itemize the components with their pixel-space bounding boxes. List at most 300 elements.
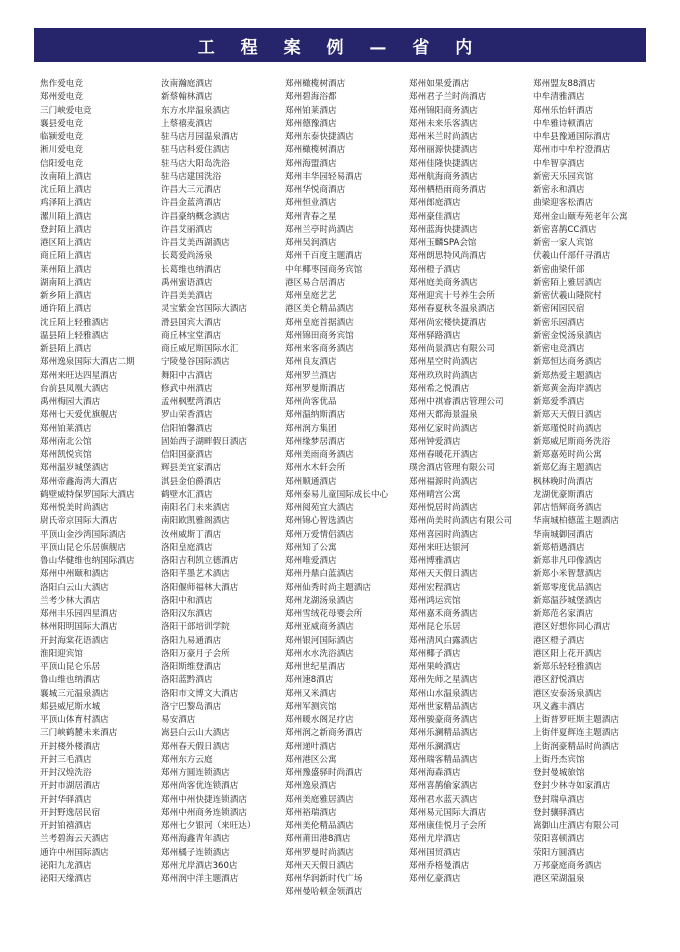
- list-item: 新密闲园民宿: [533, 304, 585, 315]
- list-item: 新郑非凡印像酒店: [533, 556, 602, 566]
- list-item: 洛阳蓝黔酒店: [161, 675, 213, 686]
- list-item: 郑州来旺达银河: [409, 542, 470, 553]
- list-item: 郑州天天假日酒店: [409, 569, 478, 580]
- list-item: 郑州迎宾十号养生会所: [409, 291, 495, 301]
- list-item: 许昌艾丽酒店: [161, 224, 213, 235]
- list-item: 商丘林宝堂酒店: [161, 330, 222, 341]
- list-item: 郑州尚宏楼快捷酒店: [409, 317, 487, 328]
- list-item: 许昌金蓝湾酒店: [161, 198, 222, 209]
- list-item: 郑州玉麟SPA会馆: [409, 238, 477, 248]
- list-item: 汝南陌上酒店: [40, 171, 92, 182]
- list-item: 港区安泰汤泉酒店: [533, 688, 602, 699]
- list-item: 郑州豪佳酒店: [409, 211, 461, 222]
- list-item: 湖南陌上酒店: [40, 277, 92, 288]
- list-item: 洛阳市文博文大酒店: [161, 688, 239, 699]
- list-item: 郑州悦美时尚酒店: [40, 503, 109, 513]
- list-item: 郑州米兰时尚酒店: [409, 132, 478, 142]
- list-item: 襄县爱电竞: [40, 118, 83, 129]
- list-item: 郑州恒业酒店: [285, 198, 337, 209]
- list-item: 洛阳中和酒店: [161, 595, 213, 606]
- list-item: 开封市湖居酒店: [40, 781, 101, 792]
- list-item: 驻马店建国洗浴: [161, 171, 222, 182]
- list-item: 郑州航海商务酒店: [409, 171, 478, 182]
- list-item: 荥阳喜顿酒店: [533, 834, 585, 845]
- list-item: 平顶山体育村酒店: [40, 715, 109, 725]
- list-item: 郑州尚客优连锁酒店: [161, 781, 239, 792]
- list-item: 万邦豪庭商务酒店: [533, 860, 602, 871]
- list-item: 郑州顺通酒店: [285, 476, 337, 487]
- list-item: 郑州郎庭酒店: [409, 198, 461, 209]
- list-item: 新郑乐轻轻雅酒店: [533, 662, 602, 672]
- list-item: 郑州山水温泉酒店: [409, 688, 478, 699]
- list-item: 郑州递叶酒店: [285, 741, 337, 752]
- list-item: 郑州椰子酒店: [409, 648, 461, 659]
- list-item: 登封曼城旅馆: [533, 768, 585, 778]
- list-item: 郑州碧海浴都: [285, 92, 337, 103]
- list-item: 新郑梧遇酒店: [533, 542, 585, 553]
- list-item: 枫林晚时尚酒店: [533, 476, 594, 487]
- list-item: 兰考碧海云天酒店: [40, 834, 109, 845]
- list-item: 港区橙子酒店: [533, 635, 585, 646]
- list-item: 郑州易元国际大酒店: [409, 807, 487, 818]
- list-item: 新密曲梁仟部: [533, 264, 585, 275]
- list-item: 郑州天都海景温泉: [409, 410, 478, 421]
- list-item: 郑州海鑫青年酒店: [161, 834, 230, 845]
- list-item: 许昌豪纳概念酒店: [161, 211, 230, 222]
- list-item: 郭店悟辉商务酒店: [533, 503, 602, 513]
- list-item: 郑州金山颐寿苑老年公寓: [533, 211, 628, 222]
- list-item: 固始西子湖畔假日酒店: [161, 436, 247, 447]
- list-item: 兰考少林大酒店: [40, 595, 101, 606]
- list-item: 驻马店大阳岛洗浴: [161, 158, 230, 169]
- list-item: 郑州银河国际酒店: [285, 635, 354, 646]
- list-item: 东方水岸温泉酒店: [161, 105, 230, 116]
- list-item: 新郑亿海主题酒店: [533, 463, 602, 474]
- list-item: 新郑瑾悦时尚酒店: [533, 423, 602, 434]
- list-item: 郑州知了公寓: [285, 542, 337, 553]
- list-item: 新县陌上酒店: [40, 344, 92, 354]
- list-item: 上街伴夏辉连主题酒店: [533, 728, 619, 739]
- list-item: 郑州乐澜酒店: [409, 741, 461, 752]
- list-item: 港区荣湖温泉: [533, 874, 585, 884]
- list-item: 莱州陌上酒店: [40, 264, 92, 275]
- list-item: 郑州盟友88酒店: [533, 79, 596, 89]
- list-item: 曲梁迎客松酒店: [533, 198, 594, 209]
- list-item: 洛宁巴黎岛酒店: [161, 701, 222, 712]
- list-item: 洛阳万豪月子会所: [161, 648, 230, 659]
- list-item: 郑州润方集团: [285, 423, 337, 434]
- list-item: 上蔡禧麦酒店: [161, 118, 213, 129]
- list-item: 郑州橙子酒店: [409, 264, 461, 275]
- column-3: [285, 78, 411, 900]
- list-item: 郑州皇庭首据酒店: [285, 317, 354, 328]
- list-item: 汝南瀚庭酒店: [161, 79, 213, 89]
- list-item: 新郑黄金海岸酒店: [533, 383, 602, 394]
- list-item: 新郑威尼斯商务洗浴: [533, 436, 611, 447]
- list-item: 三门峡爱电竞: [40, 105, 92, 116]
- list-item: 中牟雅诗顿酒店: [533, 118, 594, 129]
- list-item: 郑州亚威商务酒店: [285, 622, 354, 633]
- list-item: 郑州缘梦居酒店: [285, 436, 346, 447]
- list-item: 郑州豫盛驿时尚酒店: [285, 768, 363, 778]
- list-item: 郑州朗思特风尚酒店: [409, 251, 487, 262]
- list-item: 郑州良友酒店: [285, 357, 337, 368]
- list-item: 新郑恒达商务酒店: [533, 357, 602, 368]
- list-item: 许昌艾美西湖酒店: [161, 238, 230, 248]
- list-item: 沈丘陌上酒店: [40, 185, 92, 195]
- list-item: 璞舍酒店管理有限公司: [409, 463, 495, 474]
- list-item: 长葛维也纳酒店: [161, 264, 222, 275]
- list-item: 郑州爱电竞: [40, 92, 83, 103]
- list-item: 郑州亿家时尚酒店: [409, 423, 478, 434]
- list-item: 新郑零度优品酒店: [533, 582, 602, 593]
- list-item: 郑州七夕银河（来旺达）: [161, 821, 256, 831]
- list-item: 中年椰枣园商务宾馆: [285, 264, 363, 275]
- list-item: 辉县美宜家酒店: [161, 463, 222, 474]
- list-item: 郑州泰易儿童国际成长中心: [285, 489, 389, 500]
- list-item: 新蔡翰林酒店: [161, 92, 213, 103]
- list-item: 郑州栖梧雨商务酒店: [409, 185, 487, 195]
- list-item: 郑州市中牟柠澄酒店: [533, 145, 611, 156]
- list-item: 鹤壁威特保罗国际大酒店: [40, 489, 135, 500]
- list-item: 郑州美雨商务酒店: [285, 450, 354, 460]
- list-item: 龙湖优豪斯酒店: [533, 489, 594, 500]
- list-item: 郑州玖玖时尚酒店: [409, 370, 478, 381]
- list-item: 郑州阅苑宜大酒店: [285, 503, 354, 513]
- list-item: 台前县凤凰大酒店: [40, 383, 109, 394]
- list-item: 郑州莆田港8酒店: [285, 834, 351, 845]
- list-item: 新密一家人宾馆: [533, 238, 594, 248]
- list-item: 泌阳天缘酒店: [40, 874, 92, 884]
- list-item: 郑州锦田商务宾馆: [285, 330, 354, 341]
- list-item: 温县陌上轻雅酒店: [40, 330, 109, 341]
- list-item: 郑州润之新商务酒店: [285, 728, 363, 739]
- list-item: 郑州军测宾馆: [285, 701, 337, 712]
- list-item: 淮阳迎宾馆: [40, 648, 83, 659]
- list-item: 郑州水木轩会所: [285, 463, 346, 474]
- list-item: 罗山荣香酒店: [161, 410, 213, 421]
- list-item: 平顶山昆仑乐居: [40, 662, 101, 672]
- list-item: 郑州锦阳商务酒店: [409, 105, 478, 116]
- list-item: 上街丹杰宾馆: [533, 754, 585, 765]
- list-item: 禹州蜜语酒店: [161, 277, 213, 288]
- list-item: 郑州港区公寓: [285, 754, 337, 765]
- list-item: 郑州清风白露酒店: [409, 635, 478, 646]
- list-item: 郑州罗曼斯酒店: [285, 383, 346, 394]
- list-item: 郑州瑞客精品酒店: [409, 754, 478, 765]
- list-item: 港区易合居酒店: [285, 277, 346, 288]
- list-item: 郑州千百度主题酒店: [285, 251, 363, 262]
- list-item: 修武中州酒店: [161, 383, 213, 394]
- list-item: 洛阳偃师福林大酒店: [161, 582, 239, 593]
- list-item: 郑州尚客优品: [285, 397, 337, 407]
- list-item: 登封少林寺如家酒店: [533, 781, 611, 792]
- list-item: 郑州七天爱优旗舰店: [40, 410, 118, 421]
- list-item: 郑州曼哈顿金领酒店: [285, 887, 363, 898]
- list-item: 郑州如果爱酒店: [409, 79, 470, 89]
- list-item: 鸡泽陌上酒店: [40, 198, 92, 209]
- list-item: 郑州驿路酒店: [409, 330, 461, 341]
- list-item: 洛阳白云山大酒店: [40, 582, 109, 593]
- list-item: 尉氏帝京国际大酒店: [40, 516, 118, 527]
- list-item: 港区陌上酒店: [40, 238, 92, 248]
- list-item: 舞阳中古酒店: [161, 370, 213, 381]
- list-item: 洛阳干部培训学院: [161, 622, 230, 633]
- list-item: 鹤壁水汇酒店: [161, 489, 213, 500]
- list-item: 郑州昆仑乐居: [409, 622, 461, 633]
- list-item: 郑州先师之星酒店: [409, 675, 478, 686]
- list-item: 新密永和酒店: [533, 185, 585, 195]
- list-item: 郑州海盟酒店: [285, 158, 337, 169]
- list-item: 郑州唯爱酒店: [285, 556, 337, 566]
- list-item: 郑州罗兰酒店: [285, 370, 337, 381]
- list-item: 上街润豪精品时尚酒店: [533, 741, 619, 752]
- list-item: 郑州春天假日酒店: [161, 741, 230, 752]
- page-title: 工 程 案 例 — 省 内: [34, 28, 646, 62]
- list-item: 郑州乔格曼酒店: [409, 860, 470, 871]
- list-item: 驻马店科爱住酒店: [161, 145, 230, 156]
- list-item: 郑州庭美商务酒店: [409, 277, 478, 288]
- list-item: 郑州亿豪酒店: [409, 874, 461, 884]
- list-item: 郑州未来乐客酒店: [409, 118, 478, 129]
- list-item: 郑州橄榄树酒店: [285, 145, 346, 156]
- list-item: 泌阳九龙酒店: [40, 860, 92, 871]
- list-item: 洛阳芊墨艺术酒店: [161, 569, 230, 580]
- list-item: 洛阳皇庭酒店: [161, 542, 213, 553]
- list-item: 郑州博雅酒店: [409, 556, 461, 566]
- list-item: 郑州喜鹊偷家酒店: [409, 781, 478, 792]
- list-item: 洛阳汉东酒店: [161, 609, 213, 619]
- list-item: 郑州锦心智选酒店: [285, 516, 354, 527]
- list-item: 郑州逸泉酒店: [285, 781, 337, 792]
- list-item: 港区阳上花开酒店: [533, 648, 602, 659]
- list-item: 郑州橄榄树酒店: [285, 79, 346, 89]
- list-item: 南阳名门未来酒店: [161, 503, 230, 513]
- list-item: 郑州悦居时尚酒店: [409, 503, 478, 513]
- list-item: 洛阳九易通酒店: [161, 635, 222, 646]
- list-item: 嵩御山庄酒店有限公司: [533, 821, 619, 831]
- list-item: 郑州喜园时尚酒店: [409, 529, 478, 540]
- list-item: 郑州帝鑫海湾大酒店: [40, 476, 118, 487]
- list-item: 郑州丰华园轻易酒店: [285, 171, 363, 182]
- list-item: 郑州德豫酒店: [285, 118, 337, 129]
- list-item: 郑州吴润酒店: [285, 238, 337, 248]
- list-item: 郑州水水洗浴酒店: [285, 648, 354, 659]
- list-item: 郑州温岁城堡酒店: [40, 463, 109, 474]
- list-item: 郑州中祺睿酒店管理公司: [409, 397, 504, 407]
- list-item: 郑州君水蓝天酒店: [409, 794, 478, 805]
- list-item: 郑州龙湖汤泉酒店: [285, 595, 354, 606]
- list-item: 鲁山华健维也纳国际酒店: [40, 556, 135, 566]
- list-item: 郑州华悦商酒店: [285, 185, 346, 195]
- list-item: 郑州尤岸酒店360店: [161, 860, 238, 871]
- list-item: 开封海棠花语酒店: [40, 635, 109, 646]
- column-1: [40, 78, 166, 886]
- list-item: 郑州天天假日酒店: [285, 860, 354, 871]
- list-item: 郑州钟爱酒店: [409, 436, 461, 447]
- list-item: 郑州凯悦宾馆: [40, 450, 92, 460]
- list-item: 郑州暖水阁足疗店: [285, 715, 354, 725]
- list-item: 郑州中州商务连锁酒店: [161, 807, 247, 818]
- list-item: 郑州兰亭时尚酒店: [285, 224, 354, 235]
- list-item: 郑州铂莱酒店: [40, 423, 92, 434]
- list-item: 襄城三元温泉酒店: [40, 688, 109, 699]
- list-item: 郏县威尼斯水城: [40, 701, 101, 712]
- list-item: 焦作爱电竞: [40, 79, 83, 89]
- list-item: 新密伏羲山隆院村: [533, 291, 602, 301]
- list-item: 信阳国豪酒店: [161, 450, 213, 460]
- list-item: 郑州星空时尚酒店: [409, 357, 478, 368]
- list-item: 郑州橘子连锁酒店: [161, 847, 230, 858]
- list-item: 新密喜鹊CC酒店: [533, 224, 597, 235]
- list-item: 中牟智享酒店: [533, 158, 585, 169]
- list-item: 信阳铂馨酒店: [161, 423, 213, 434]
- list-item: 郑州青春之星: [285, 211, 337, 222]
- list-item: 郑州丰乐园四星酒店: [40, 609, 118, 619]
- list-item: 郑州佳隆快捷酒店: [409, 158, 478, 169]
- list-item: 淇县金伯爵酒店: [161, 476, 222, 487]
- list-item: 郑州中州颐和酒店: [40, 569, 109, 580]
- list-item: 郑州嘉禾商务酒店: [409, 609, 478, 619]
- list-item: 新密陌上雅居酒店: [533, 277, 602, 288]
- list-item: 登封骧驿酒店: [533, 807, 585, 818]
- list-item: 华南城御园酒店: [533, 529, 594, 540]
- list-item: 郑州骏豪商务酒店: [409, 715, 478, 725]
- list-item: 禹州梅园大酒店: [40, 397, 101, 407]
- list-item: 商丘陌上酒店: [40, 251, 92, 262]
- column-5: [533, 78, 659, 886]
- list-item: 郑州尤岸酒店: [409, 834, 461, 845]
- list-item: 新郑天天假日酒店: [533, 410, 602, 421]
- list-item: 鲁山维也纳酒店: [40, 675, 101, 686]
- list-item: 开封野逸居民宿: [40, 807, 101, 818]
- column-4: [409, 78, 535, 886]
- list-item: 郑州铂莱酒店: [285, 105, 337, 116]
- list-item: 郑州又米酒店: [285, 688, 337, 699]
- list-item: 商丘威尼斯国际水汇: [161, 344, 239, 354]
- list-item: 开封三毛酒店: [40, 754, 92, 765]
- list-item: 新密金悦汤泉酒店: [533, 330, 602, 341]
- list-item: 新郑温莎城堡酒店: [533, 595, 602, 606]
- list-item: 郑州尚美时尚酒店有限公司: [409, 516, 513, 527]
- list-item: 港区好想你同心酒店: [533, 622, 611, 633]
- list-item: 郑州美庭雅居酒店: [285, 794, 354, 805]
- list-item: 郑州东泰快捷酒店: [285, 132, 354, 142]
- list-item: 郑州春暖花开酒店: [409, 450, 478, 460]
- list-item: 驻马店月园温泉酒店: [161, 132, 239, 142]
- list-item: 郑州海森酒店: [409, 768, 461, 778]
- list-item: 登封陌上酒店: [40, 224, 92, 235]
- list-item: 汝州威斯丁酒店: [161, 529, 222, 540]
- list-item: 登封瑞阜酒店: [533, 794, 585, 805]
- hotel-list: [40, 78, 660, 942]
- list-item: 郑州速8酒店: [285, 675, 334, 686]
- list-item: 郑州中州快捷连锁酒店: [161, 794, 247, 805]
- list-item: 郑州世家精品酒店: [409, 701, 478, 712]
- list-item: 郑州丹鼎白蓝酒店: [285, 569, 354, 580]
- list-item: 郑州温纳斯酒店: [285, 410, 346, 421]
- column-2: [161, 78, 287, 886]
- list-item: 郑州仙秀时尚主题酒店: [285, 582, 371, 593]
- list-item: 郑州晴宫公寓: [409, 489, 461, 500]
- list-item: 荥阳方圆酒店: [533, 847, 585, 858]
- list-item: 郑州逸泉国际大酒店二期: [40, 357, 135, 368]
- list-item: 新密电竞酒店: [533, 344, 585, 354]
- list-item: 郑州来客商务酒店: [285, 344, 354, 354]
- list-item: 郑州华润新时代广场: [285, 874, 363, 884]
- list-item: 洛阳吉利凯立德酒店: [161, 556, 239, 566]
- list-item: 郑州宏程酒店: [409, 582, 461, 593]
- list-item: 郑州东方云庭: [161, 754, 213, 765]
- list-item: 新密天乐园宾馆: [533, 171, 594, 182]
- list-item: 华南城柏德蓝主题酒店: [533, 516, 619, 527]
- list-item: 郑州春夏秋冬温泉酒店: [409, 304, 495, 315]
- list-item: 平顶山昆仑乐居旗舰店: [40, 542, 126, 553]
- list-item: 宁陵曼谷国际酒店: [161, 357, 230, 368]
- list-item: 郑州丽源快捷酒店: [409, 145, 478, 156]
- list-item: 滑县国宾大酒店: [161, 317, 222, 328]
- list-item: 郑州乐怡轩酒店: [533, 105, 594, 116]
- list-item: 上街普罗旺斯主题酒店: [533, 715, 619, 725]
- list-item: 郑州国贸酒店: [409, 847, 461, 858]
- list-item: 三门峡鹤麓未来酒店: [40, 728, 118, 739]
- list-item: 新郑热爱主题酒店: [533, 370, 602, 381]
- list-item: 中牟县豫通国际酒店: [533, 132, 611, 142]
- list-item: 平顶山金沙湾国际酒店: [40, 529, 126, 540]
- list-item: 郑州福源时尚酒店: [409, 476, 478, 487]
- list-item: 郑州罗曼时尚酒店: [285, 847, 354, 858]
- list-item: 开封楼外楼酒店: [40, 741, 101, 752]
- list-item: 郑州来旺达四星酒店: [40, 370, 118, 381]
- list-item: 郑州果岭酒店: [409, 662, 461, 672]
- list-item: 郑州裕瑞酒店: [285, 807, 337, 818]
- list-item: 新郑爱季酒店: [533, 397, 585, 407]
- list-item: 港区美仑精品酒店: [285, 304, 354, 315]
- list-item: 许昌大三元酒店: [161, 185, 222, 195]
- list-item: 郑州蓝海快捷酒店: [409, 224, 478, 235]
- list-item: 孟州枫墅湾酒店: [161, 397, 222, 407]
- list-item: 临颍爱电竞: [40, 132, 83, 142]
- list-item: 淅川爱电竞: [40, 145, 83, 156]
- list-item: 新郑嘉苑时尚公寓: [533, 450, 602, 460]
- list-item: 长葛爱尚汤泉: [161, 251, 213, 262]
- list-item: 新郑范名家酒店: [533, 609, 594, 619]
- list-item: 林州阳明国际大酒店: [40, 622, 118, 633]
- list-item: 郑州南北公馆: [40, 436, 92, 447]
- list-item: 郑州鸿运宾馆: [409, 595, 461, 606]
- list-item: 嵩县白云山大酒店: [161, 728, 230, 739]
- list-item: 巩义鑫丰酒店: [533, 701, 585, 712]
- list-item: 郑州尚景酒店有限公司: [409, 344, 495, 354]
- list-item: 沈丘陌上轻雅酒店: [40, 317, 109, 328]
- list-item: 郑州美伦精品酒店: [285, 821, 354, 831]
- list-item: 新乡陌上酒店: [40, 291, 92, 301]
- list-item: 南阳欧凯雅阁酒店: [161, 516, 230, 527]
- list-item: 郑州世纪星酒店: [285, 662, 346, 672]
- list-item: 郑州雪绒花母婴会所: [285, 609, 363, 619]
- list-item: 新密乐园酒店: [533, 317, 585, 328]
- list-item: 开封汉煌洗浴: [40, 768, 92, 778]
- list-item: 通许中州国际酒店: [40, 847, 109, 858]
- list-item: 新郑小米智慧酒店: [533, 569, 602, 580]
- list-item: 郑州君子兰时尚酒店: [409, 92, 487, 103]
- list-item: 郑州康佳悦月子会所: [409, 821, 487, 831]
- list-item: 伏羲山仟部仟寻酒店: [533, 251, 611, 262]
- list-item: 开封华驿酒店: [40, 794, 92, 805]
- list-item: 漯川陌上酒店: [40, 211, 92, 222]
- list-item: 郑州乐澜精品酒店: [409, 728, 478, 739]
- list-item: 易安酒店: [161, 715, 196, 725]
